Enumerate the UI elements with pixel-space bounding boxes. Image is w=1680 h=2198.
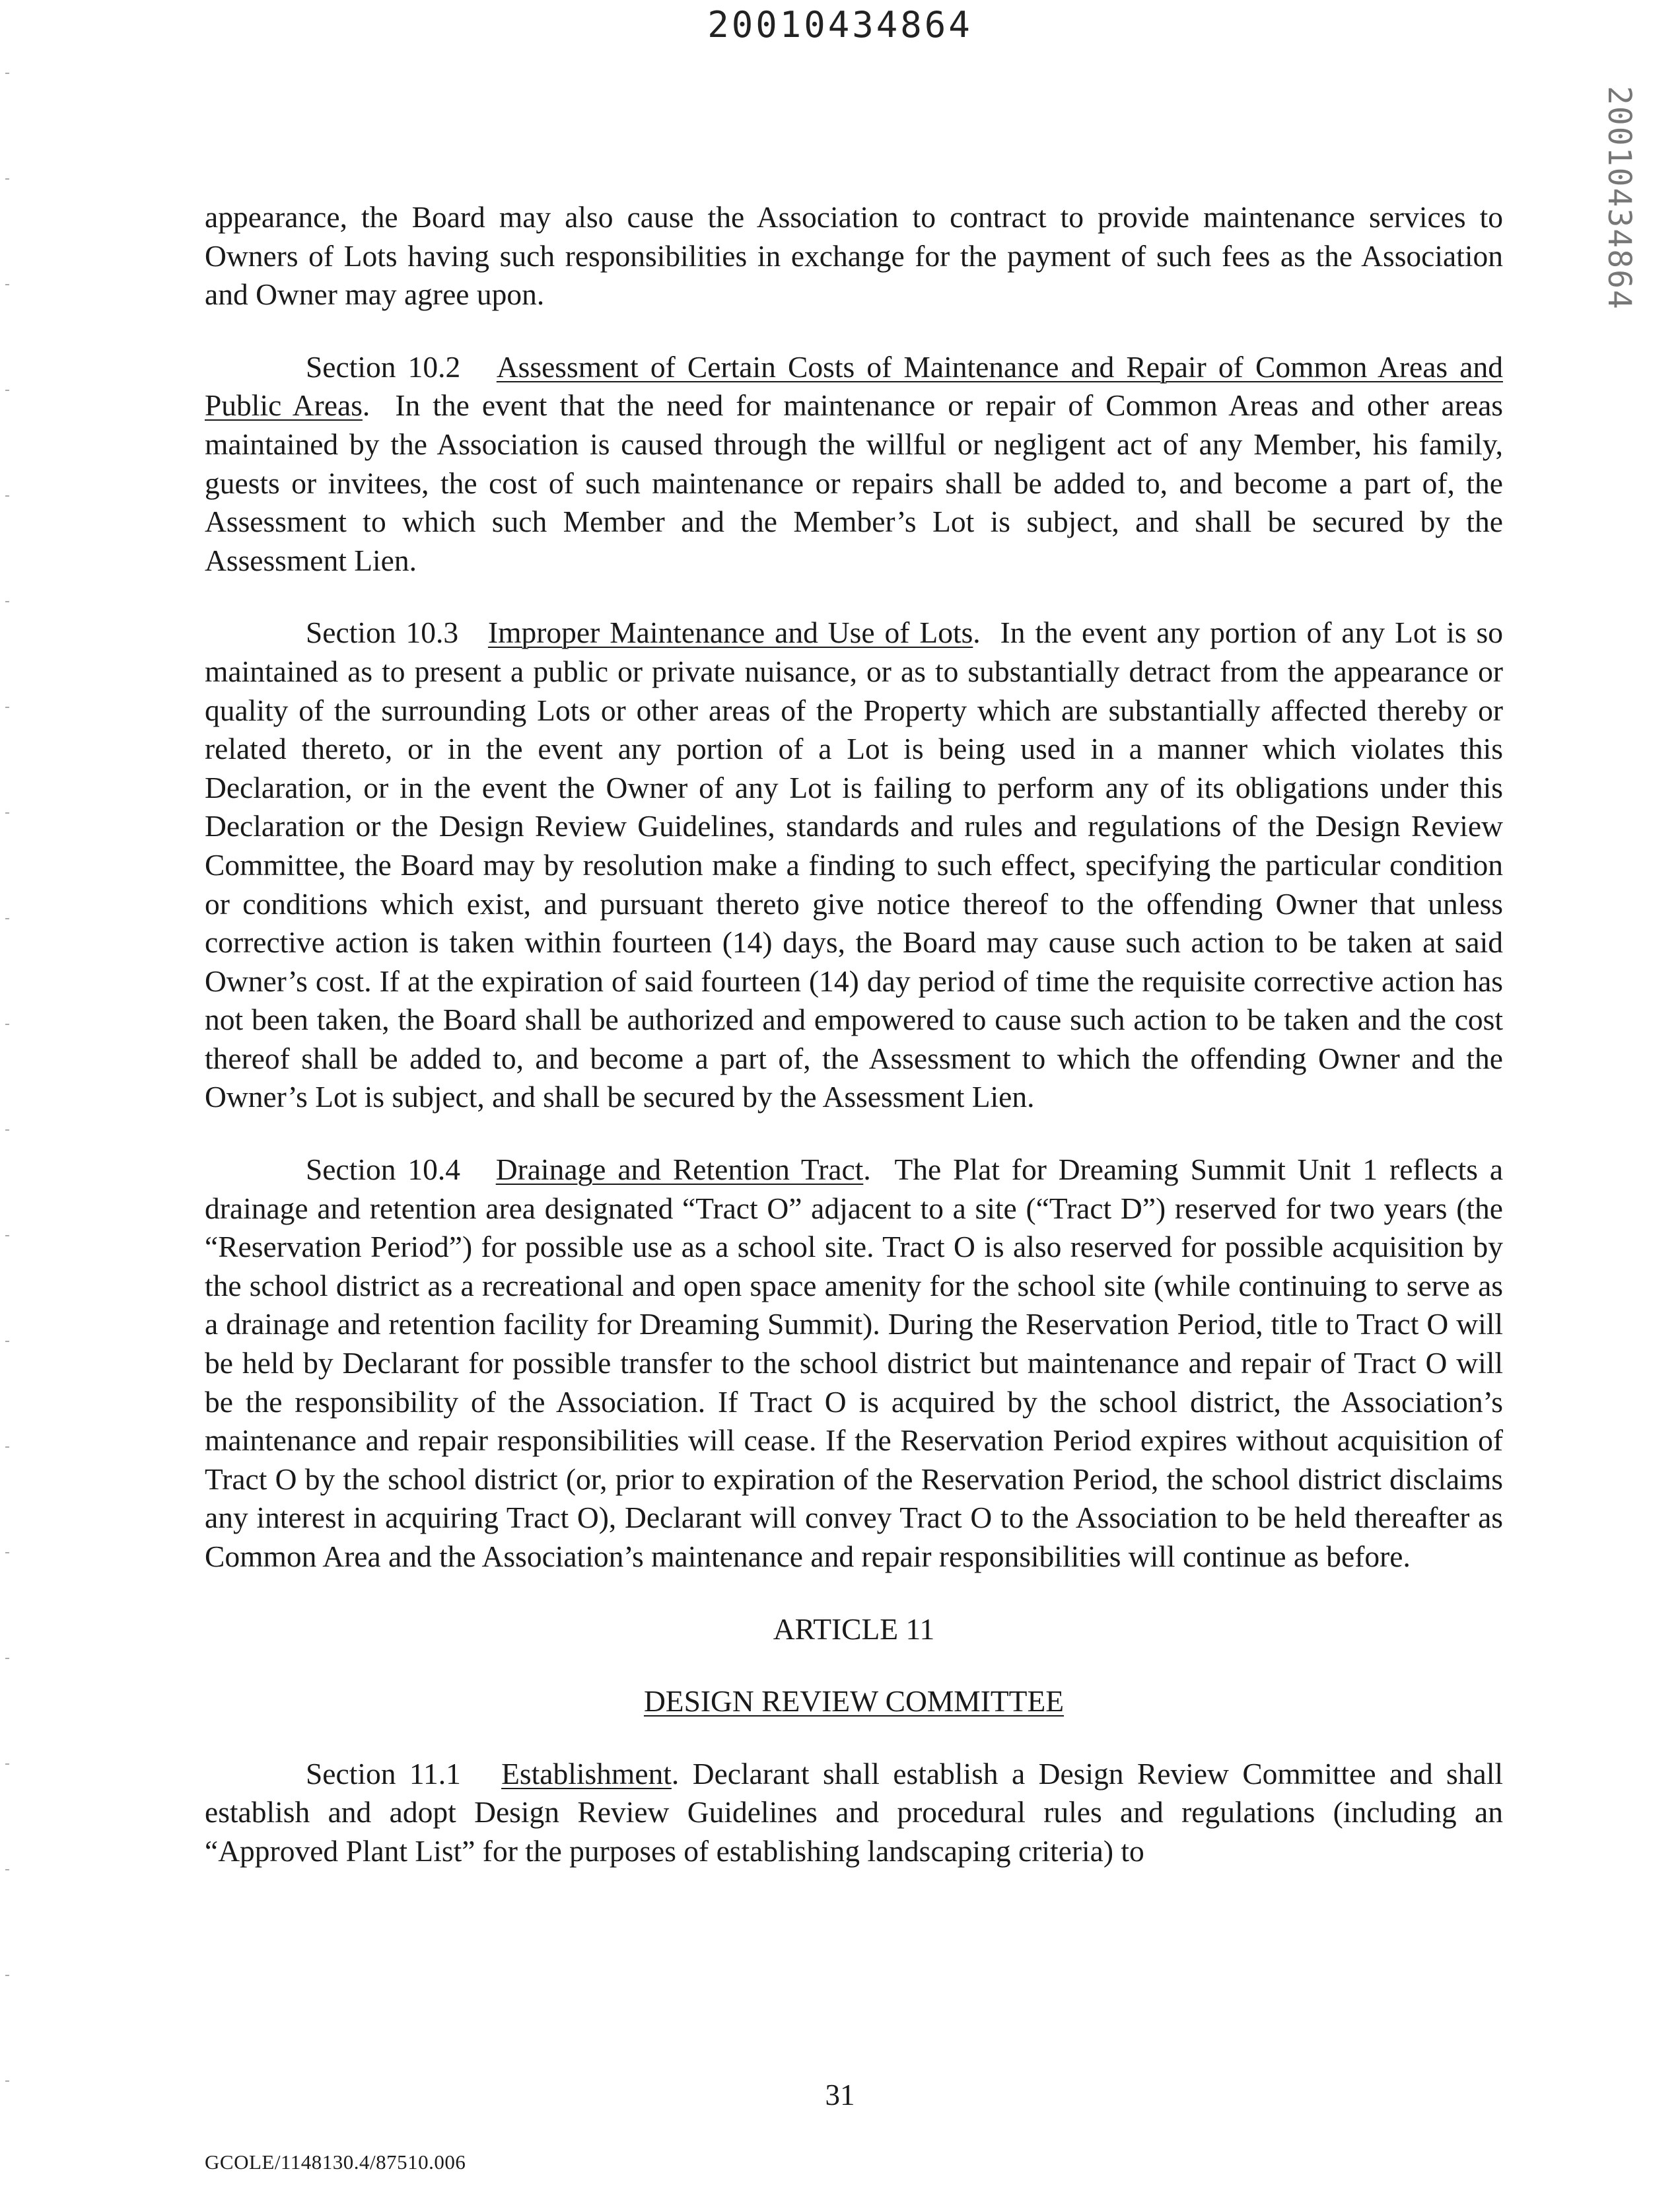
section-title: Drainage and Retention Tract xyxy=(495,1152,864,1187)
section-text: The Plat for Dreaming Summit Unit 1 reflects a drainage and retention area designated “Tract O” adjacent to a site (“Tract D”) reserved for two years (the “Reservation Period”) for possible use as a school site. Tract O is also reserved for possible acquisition by the school district as a recreational and open space amenity for the school site (while continuing to serve as a drainage and retention facility for Dreaming Summit). During the Reservation Period, title to Tract O will be held by Declarant for possible transfer to the school district but maintenance and repair of Tract O will be the responsibility of the Association. If Tract O is acquired by the school district, the Association’s maintenance and repair responsibilities will cease. If the Reservation Period expires without acquisition of Tract O by the school district (or, prior to expiration of the Reservation Period, the school district disclaims any interest in acquiring Tract O), Declarant will convey Tract O to the Association to be held thereafter as Common Area and the Association’s maintenance and repair responsibilities will continue as before. xyxy=(205,1152,1504,1573)
section-text: In the event that the need for maintenance or repair of Common Areas and other areas maintained by the Association is caused through the willful or negligent act of any Member, his family, guests or invitees, the cost of such maintenance or repairs shall be added to, and become a part of, the Assessment to which such Member and the Member’s Lot is subject, and shall be secured by the Assessment Lien. xyxy=(205,388,1503,577)
recording-number: 20010434864 xyxy=(707,4,973,46)
section-text: Declarant shall establish a Design Review Committee and shall establish and adopt Design Review Guidelines and procedural rules and regulations (including an “Approved Plant List” for the purposes of establishing landscaping criteria) to xyxy=(205,1756,1503,1868)
section-10-3: Section 10.3 Improper Maintenance and Use of Lots. In the event any portion of any Lot is so maintained as to present a public or private nuisance, or as to substantially detract from the appearance or quality of the surrounding Lots or other areas of the Property which are substantially affected thereby or related thereto, or in the event any portion of a Lot is being used in a manner which violates this Declaration, or in the event the Owner of any Lot is failing to perform any of its obligations under this Declaration or the Design Review Guidelines, standards and rules and regulations of the Design Review Committee, the Board may by resolution make a finding to such effect, specifying the particular condition or conditions which exist, and pursuant thereto give notice thereof to the offending Owner that unless corrective action is taken within fourteen (14) days, the Board may cause such action to be taken at said Owner’s cost. If at the expiration of said fourteen (14) day period of time the requisite corrective action has not been taken, the Board shall be authorized and empowered to cause such action to be taken and the cost thereof shall be added to, and become a part of, the Assessment to which the offending Owner and the Owner’s Lot is subject, and shall be secured by the Assessment Lien. xyxy=(205,616,1504,1114)
section-title: Improper Maintenance and Use of Lots xyxy=(487,616,973,650)
side-recording-stamp-text: 20010434864 xyxy=(1601,86,1638,310)
section-10-2: Section 10.2 Assessment of Certain Costs of Maintenance and Repair of Common Areas and Public Areas. In the event that the need for maintenance or repair of Common Areas and other areas maintained by the Association is caused through the willful or negligent act of any Member, his family, guests or invitees, the cost of such maintenance or repairs shall be added to, and become a part of, the Assessment to which such Member and the Member’s Lot is subject, and shall be secured by the Assessment Lien. xyxy=(205,349,1503,577)
section-number: Section 11.1 xyxy=(306,1756,461,1790)
section-title: Assessment of Certain Costs of Maintenance and Repair of Common Areas and Public Areas xyxy=(205,349,1503,423)
article-title-text: DESIGN REVIEW COMMITTEE xyxy=(643,1684,1065,1719)
opening-paragraph: appearance, the Board may also cause the Association to contract to provide maintenance services to Owners of Lots having such responsibilities in exchange for the payment of such fees as the Association and Owner may agree upon. xyxy=(205,200,1503,312)
section-text: In the event any portion of any Lot is so maintained as to present a public or private nuisance, or as to substantially detract from the appearance or quality of the surrounding Lots or other areas of the Property which are substantially affected thereby or related thereto, or in the event any portion of a Lot is being used in a manner which violates this Declaration, or in the event the Owner of any Lot is failing to perform any of its obligations under this Declaration or the Design Review Guidelines, standards and rules and regulations of the Design Review Committee, the Board may by resolution make a finding to such effect, specifying the particular condition or conditions which exist, and pursuant thereto give notice thereof to the offending Owner that unless corrective action is taken within fourteen (14) days, the Board may cause such action to be taken at said Owner’s cost. If at the expiration of said fourteen (14) day period of time the requisite corrective action has not been taken, the Board shall be authorized and empowered to cause such action to be taken and the cost thereof shall be added to, and become a part of, the Assessment to which the offending Owner and the Owner’s Lot is subject, and shall be secured by the Assessment Lien. xyxy=(205,616,1504,1114)
section-title: Establishment xyxy=(501,1756,672,1790)
side-recording-stamp xyxy=(1592,86,1651,310)
page-number: 31 xyxy=(825,2078,855,2111)
article-number: ARTICLE 11 xyxy=(773,1612,935,1646)
section-number: Section 10.3 xyxy=(306,616,459,650)
document-code: GCOLE/1148130.4/87510.006 xyxy=(205,2150,466,2174)
section-10-4: Section 10.4 Drainage and Retention Tract. The Plat for Dreaming Summit Unit 1 reflects a drainage and retention area designated “Tract O” adjacent to a site (“Tract D”) reserved for two years (the “Reservation Period”) for possible use as a school site. Tract O is also reserved for possible acquisition by the school district as a recreational and open space amenity for the school site (while continuing to serve as a drainage and retention facility for Dreaming Summit). During the Reservation Period, title to Tract O will be held by Declarant for possible transfer to the school district but maintenance and repair of Tract O will be the responsibility of the Association. If Tract O is acquired by the school district, the Association’s maintenance and repair responsibilities will cease. If the Reservation Period expires without acquisition of Tract O by the school district (or, prior to expiration of the Reservation Period, the school district disclaims any interest in acquiring Tract O), Declarant will convey Tract O to the Association to be held thereafter as Common Area and the Association’s maintenance and repair responsibilities will continue as before. xyxy=(205,1152,1504,1573)
section-11-1: Section 11.1 Establishment. Declarant shall establish a Design Review Committee and shall establish and adopt Design Review Guidelines and procedural rules and regulations (including an “Approved Plant List” for the purposes of establishing landscaping criteria) to xyxy=(205,1756,1503,1868)
section-number: Section 10.4 xyxy=(306,1152,461,1187)
left-margin-ticks xyxy=(5,0,12,2198)
document-body xyxy=(205,198,1503,1905)
section-number: Section 10.2 xyxy=(306,349,461,384)
article-title xyxy=(205,1682,1503,1721)
